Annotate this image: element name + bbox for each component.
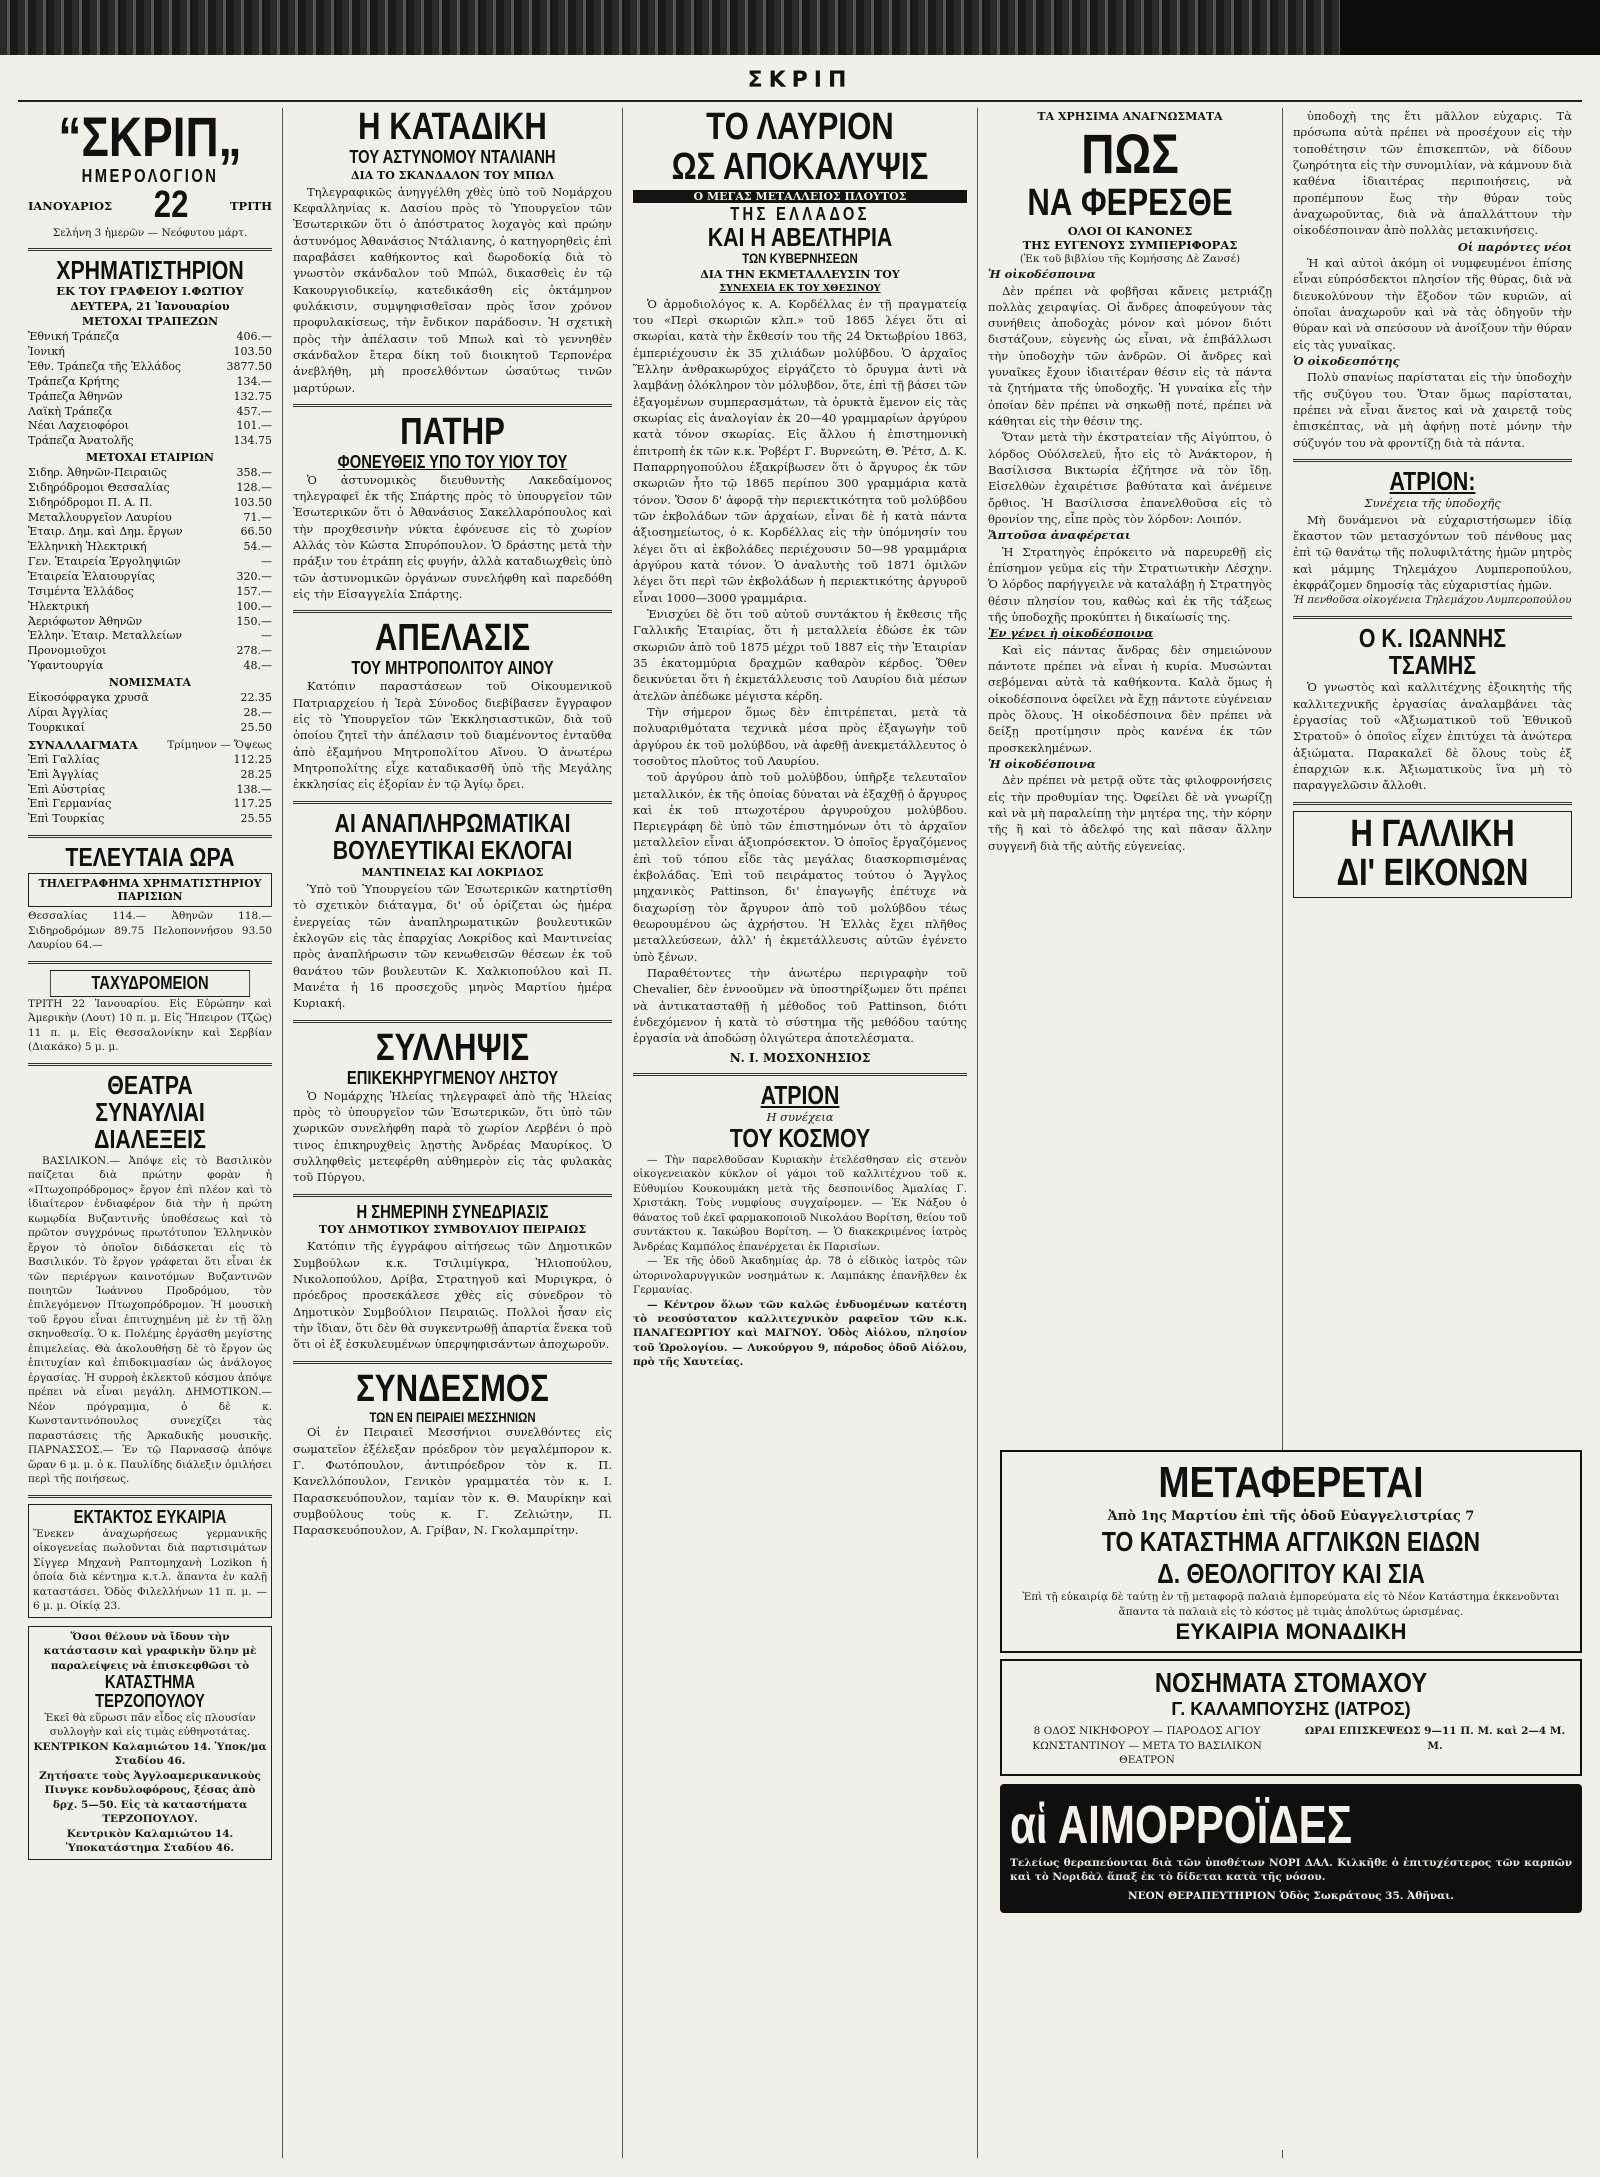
subhead: ΜΑΝΤΙΝΕΙΑΣ ΚΑΙ ΛΟΚΡΙΔΟΣ [361,866,544,880]
bank-row [28,390,272,405]
headline: Η ΓΑΛΛΙΚΗ [1350,812,1515,855]
row-label: Ἠλεκτρική [28,599,89,613]
article-body: Ὁ ἀρμοδιολόγος κ. Α. Κορδέλλας ἐν τῇ πραγματείᾳ του «Περὶ σκωριῶν κλπ.» τοῦ 1865 λέγει ὅτι αἱ σκωρίαι, κατὰ τὴν ἔκθεσίν του τῆς 24 Ὀκτωβρίου 1863, ἐμπεριέχουσιν ἐκ 35 χιλιάδων μολύβδου. Ὁ ἀρχαῖος Ἕλλην ἀνθρακωρύχος εἰργάζετο τὸ ὄρυγμα ἀντὶ νὰ λαμβάνῃ ὁλόκληρον τὸν μόλυβδον, ὅτε, ἐπὶ τῇ βάσει τῶν ἐξαγομένων συμπερασμάτων, τὰ ὀρυκτὰ ἔμενον εἰς τὰς σκωρίας εἰς ἀναλογίαν ἐκ 20—40 γραμμαρίων ἀργύρου κατὰ τόνον σκωρίας. Εἰς ἄλλου ἡ ἐπιστημονικὴ ἐπιτροπὴ ἐκ τῶν κ.κ. Ῥοβέρτ Γ. Βυρνεώτη, Θ. Ῥέτσ, Δ. Κ. Παπαρρηγοπούλου ἐξακρίβωσεν ὅτι ὁ ἄργυρος ἐκ τῶν σκωριῶν ἦτο τῷ 1865 περίπου 300 γραμμάρια κατὰ τόνον. Ὅσον δ' ἀφορᾷ τὴν περιεκτικότητα τοῦ μολύβδου τῶν ἐκβολάδων τῶν ἀρχαίων, εἶναι δὲ ἡ κατὰ πάντα ἀξιοσημείωτος, ὁ κ. Κορδέλλας εἰς τὴν ὑπόμνησίν του λέγει ὅτι αἱ ἐκβολάδες περιέχουσιν 50—98 γραμμάρια ἀργύρου κατὰ τόνον. Ὁ ἀναλυτὴς τοῦ 1871 ὁμιλῶν λέγει ὅτι περὶ τῶν ἐκβολάδων ἡ περιεκτικότης ἀργυροῦ εἶναι 1000—3000 γραμμάρια. [633,296,967,605]
headline: ΠΑΤΗΡ [400,411,505,454]
row-label: Σιδηρ. Ἀθηνῶν-Πειραιῶς [28,466,167,480]
exchange-sub: Τρίμηνον — Ὄψεως [167,739,272,752]
kicker: ΤΑ ΧΡΗΣΙΜΑ ΑΝΑΓΝΩΣΜΑΤΑ [1037,110,1223,123]
hemorrhoids-text: Τελείως θεραπεύονται διὰ τῶν ὑποθέτων ΝΟΡΙ ΔΑΛ. Κιλκῆθε ὁ ἐπιτυχέστερος τῶν καρπῶν καὶ τὸ Νοριδὰλ ἅπαξ ἐκ τὸ δίδεται κατὰ τῆς νόσου. [1010,1856,1572,1884]
article-manners [988,110,1272,854]
headline-2: ΤΟΥ ΑΣΤΥΝΟΜΟΥ ΝΤΑΛΙΑΝΗ [349,146,556,167]
headline-3: ΚΑΙ Η ΑΒΕΛΤΗΡΙΑ [707,221,893,252]
terzopoulos-ad [28,1626,272,1860]
row-label: Ἐπὶ Γαλλίας [28,752,100,766]
company-row [28,525,272,540]
row-label: Ἑλληνικὴ Ἠλεκτρική [28,540,147,554]
row-value: 66.50 [240,525,272,539]
row-label: Τράπεζα Κρήτης [28,374,120,388]
article-body-2: Ἡ καὶ αὐτοὶ ἀκόμη οἱ νυμφευμένοι ἐπίσης εἶναι εὐπρόσδεκτοι πλησίον τῆς θύρας, διὰ νὰ διευκολύνουν τὴν ἔξοδον τῶν κυριῶν, αἱ ὁποῖαι ἀναχωροῦν καὶ νὰ τὰς ὁδηγοῦν τὴν θύραν καὶ νὰ σπεύσουν νὰ ἀνοίξουν τὴν θύραν εἰς τὰς γυναῖκας. [1293,255,1572,352]
society-news-3: — Κέντρον ὅλων τῶν καλῶς ἐνδυομένων κατέστη τὸ νεοσύστατον καλλιτεχνικὸν ραφεῖον τῶν κ.κ. ΠΑΝΑΓΕΩΡΓΙΟΥ καὶ ΜΑΓΝΟΥ. Ὁδὸς Αἰόλου, πλησίον τοῦ Ὡρολογίου. — Λυκούργου 9, πάροδος ὁδοῦ Αἰόλου, πρὸ τῆς Χαυτείας. [633,1298,967,1369]
row-value: 103.50 [233,495,272,509]
row-value: 54.— [243,540,272,554]
ad-date: Ἀπὸ 1ης Μαρτίου ἐπὶ τῆς ὁδοῦ Εὐαγγελιστρίας 7 [1107,1509,1475,1524]
exchange-row [28,753,272,768]
row-value: — [261,629,272,643]
article-body: Ὑπὸ τοῦ Ὑπουργείου τῶν Ἐσωτερικῶν κατηρτίσθη τὸ σχετικὸν διάταγμα, δι' οὗ ὁρίζεται ὡς ἡμέρα ἐνεργείας τῶν ἀναπληρωματικῶν βουλευτικῶν ἐκλογῶν εἰς τὰς ἐπαρχίας Λοκρίδος καὶ Μαντινείας πρὸς ἀναπλήρωσιν τῶν κενωθεισῶν θέσεων ἐκ τοῦ θανάτου τῶν βουλευτῶν Κ. Χαλκιοπούλου καὶ Π. Μανέτα ἡ 16 προσεχοῦς μηνὸς Μαρτίου ἡμέρα Κυριακή. [293,882,612,1011]
top-rule [18,100,1582,102]
post-office [28,970,272,1055]
exchange-row [28,768,272,783]
exchange-row [28,797,272,812]
section-heading: ΤΟΥ ΚΟΣΜΟΥ [729,1123,871,1154]
article-body-5: Παραθέτοντες τὴν ἀνωτέρω περιγραφὴν τοῦ Chevalier, δὲν ἐννοοῦμεν νὰ ὑποστηρίξωμεν ὅτι πρέπει νὰ ἀντικατασταθῇ ἡ μέθοδος τοῦ Pattinson, διότι ἐνδεχόμενον ἡ κατὰ τὸ σύστημα τῆς μεθόδου ταύτης ἐργασία νὰ ἀποδώσῃ ὀλιγώτερα ἀποτελέσματα. [633,966,967,1046]
shop-tail: Ζητήσατε τοὺς Ἀγγλοαμερικανικοὺς Πινγκε κονδυλοφόρους, ξέσας ἀπὸ δρχ. 5—50. Εἰς τὰ καταστήματα ΤΕΡΖΟΠΟΥΛΟΥ. [39,1769,261,1826]
row-label: Προνομιοῦχοι [28,644,107,658]
row-value: 358.— [236,466,272,480]
company-row [28,659,272,674]
headline-2: ΤΟΥ ΜΗΤΡΟΠΟΛΙΤΟΥ ΑΙΝΟΥ [351,658,554,679]
company-row [28,555,272,570]
bank-row [28,375,272,390]
bank-row [28,345,272,360]
bargain-ad [28,1504,272,1618]
article-body: Ὁ ἀστυνομικὸς διευθυντὴς Λακεδαίμονος τηλεγραφεῖ ἐκ τῆς Σπάρτης πρὸς τὸ ὑπουργεῖον τῶν Ἐσωτερικῶν ὅτι ὁ Ἀθανάσιος Σακελλαρόπουλος καὶ τὴν προχθεσινὴν νύκτα ἐφόνευσε εἰς τὸ χωρίον Αλλάς τὸν Κώστα Σπυρόπουλον. Ὁ δράστης μετὰ τὴν πράξιν του ἐτράπη εἰς φυγήν, ἀλλὰ καταδιωχθεὶς ὑπὸ τῶν ἀστυνομικῶν ὀργάνων συνελήφθη καὶ παρεδόθη εἰς τὴν Εἰσαγγελία Σπάρτης. [293,472,612,602]
bank-row [28,330,272,345]
section-heading: Οἱ παρόντες νέοι [1457,239,1572,254]
row-value: 112.25 [233,752,272,766]
row-label: Ἑταιρεία Ἐλαιουργίας [28,570,155,584]
company-row [28,481,272,496]
headline: Ο Κ. ΙΩΑΝΝΗΣ ΤΣΑΜΗΣ [1358,622,1507,680]
theatre-title-2: ΣΥΝΑΥΛΙΑΙ [95,1097,205,1128]
column-2 [283,108,623,2158]
row-label: Σιδηρόδρομοι Π. Α. Π. [28,495,153,509]
headline-2: ΕΠΙΚΕΚΗΡΥΓΜΕΝΟΥ ΛΗΣΤΟΥ [346,1067,559,1088]
section-heading-3: Ἐν γένει ἡ οἰκοδέσποινα [988,626,1154,641]
bourse-source: ΕΚ ΤΟΥ ΓΡΑΦΕΙΟΥ Ι.ΦΩΤΙΟΥ [56,284,244,299]
article-body-3: Πολὺ σπανίως παρίσταται εἰς τὴν ὑποδοχὴν τῆς συζύγου του. Ὅταν ὅμως παρίσταται, πρέπει νὰ εἶναι ἄνετος καὶ νὰ χαιρετᾷ τοὺς ἐπισκέπτας, νὰ μὴ ἀφήνῃ ποτὲ μόνην τὴν σύζυγόν του νὰ φροντίζῃ διὰ τὰ πάντα. [1293,370,1572,450]
row-value: 134.— [236,374,272,388]
section-heading-2: Ὁ οἰκοδεσπότης [1293,353,1400,368]
companies-table [28,466,272,674]
day-number: 22 [153,183,189,226]
exchange-heading: ΣΥΝΑΛΛΑΓΜΑΤΑ [28,738,138,753]
bargain-title: ΕΚΤΑΚΤΟΣ ΕΥΚΑΙΡΙΑ [73,1506,227,1527]
bank-row [28,360,272,375]
row-label: Νέαι Λαχειοφόροι [28,419,129,433]
section-kicker: Η συνέχεια [766,1110,834,1125]
row-label: Λαϊκὴ Τράπεζα [28,404,113,418]
row-label: Τουρκικαί [28,720,85,734]
row-value: 28.— [243,705,272,719]
row-label: Τσιμέντα Ἑλλάδος [28,584,134,598]
gallic-box [1293,811,1572,899]
row-label: Ἐθν. Τράπεζα τῆς Ἑλλάδος [28,360,182,374]
bourse-day: ΔΕΥΤΕΡΑ, 21 Ἰανουαρίου [70,300,230,314]
section-heading: Ἡ οἰκοδέσποινα [988,267,1096,282]
theatre-title: ΘΕΑΤΡΑ [107,1069,193,1100]
article-body: Δὲν πρέπει νὰ φοβῆσαι κἄνεις μετριάζῃ πολλὰς χειραψίας. Οἱ ἄνδρες ἀποφεύγουν τὰς συνήθεις ἀποδοχὰς μόνον καὶ μόνον διότι διστάζουν, εὐγενὴς ὡς εἶναι, νὰ ἐπιβάλλωσι τὴν ὑποδοχὴν τῶν ἀνδρῶν. Οἱ ἄνδρες καὶ γυναῖκες ἔχουν ἰδιαιτέραν θέσιν εἰς τὰ πάντα τὰ ζητήματα τῆς ὑποδοχῆς. Ἡ γυναίκα εἶς τὴν ὁποίαν δὲν πρέπει νὰ σηκωθῇ ποτέ, πρέπει νὰ κάθηται εἰς τὴν θέσιν της. [988,283,1272,429]
signature: Ν. Ι. ΜΟΣΧΟΝΗΣΙΟΣ [729,1050,871,1065]
subhead-2: ΤΗΣ ΕΛΛΑΔΟΣ [730,203,870,224]
section-heading-4: Ἡ οἰκοδέσποινα [988,757,1096,772]
row-value: 101.— [236,419,272,433]
article-body-3: Ἡ Στρατηγὸς ἐπρόκειτο νὰ παρευρεθῇ εἰς ἐπίσημον γεῦμα εἰς τὴν Στρατιωτικὴν Λέσχην. Ὁ λόρδος παρήγγειλε νὰ καταλάβῃ ἡ Στρατηγὸς θέσιν πλησίον του, καθὼς καὶ ἐκ τῆς τάξεως τῆς ὑποδοχῆς προκύπτει ἡ δικαίωσίς της. [988,544,1272,625]
row-label: Ἑταιρ. Δημ. καὶ Δημ. ἔργων [28,525,183,539]
doctor-headline: ΝΟΣΗΜΑΤΑ ΣΤΟΜΑΧΟΥ [1154,1667,1428,1699]
company-row [28,644,272,659]
money-heading: ΝΟΜΙΣΜΑΤΑ [108,675,192,689]
headline: ΠΩΣ [1081,122,1179,185]
society-news: — Τὴν παρελθοῦσαν Κυριακὴν ἐτελέσθησαν εἰς στενὸν οἰκογενειακὸν κύκλον οἱ γάμοι τοῦ καλλιτέχνου τοῦ κ. Εὐθυμίου Κουκουμάκη μετὰ τῆς δεσποινίδος Ἀμαλίας Γ. Χριστάκη. Τοὺς νυμφίους συγχαίρομεν. — Ἐκ Νάξου ὁ θάνατος τοῦ ἐκεῖ φαρμακοποιοῦ Νικολάου Βορίτση, θείου τοῦ συντάκτου κ. Ἰακώβου Βορίτση. — Ὁ διακεκριμένος ἰατρὸς Ἀνδρέας Καμπόλος ἐπανέρχεται ἐκ Παρισίων. [633,1153,967,1253]
article-body-4: τοῦ ἀργύρου ἀπὸ τοῦ μολύβδου, ὑπῆρξε τελευταῖον μεταλλικόν, ἐκ τῆς ὁποίας δύναται νὰ ἐξαχθῇ ὁ ἄργυρος καὶ ἐκ τοῦ πτωχοτέρου ἀργυρούχου μολύβδου. Περιεγράφη δὲ ὑπὸ τῶν ἐπιστημόνων ὁτι τὸ ἀρχαῖον μεταλλεῖον εἶναι ἀξιοπρόσεκτον. Ὁ ὁποῖος ἔργαζόμενος ἐπὶ τοῦ τόπου εἶδε τὰς μεγάλας διασκορπισμένας ἐκβολάδας. Ἐπὶ τοῦ πειράματος τούτου ὁ Ἄγγλος μηχανικὸς Pattinson, δι' ἐπαγωγῆς ἐπέτυχε νὰ διαχωρίσῃ τὸν ἄργυρον ἀπὸ τοῦ μολύβδου τέως θεωρουμένου ὡς ἀχρήστου. Ἡ Ἑλλὰς ἔχει πλῆθος μεταλλεύσεων, ἀλλ' ἡ ἐκμετάλλευσις αὐτῶν ἐγένετο ὑπὸ ξένων. [633,770,967,964]
row-value: 28.25 [240,767,272,781]
article-dalianis [293,108,612,396]
banks-table [28,330,272,449]
row-value: 157.— [236,584,272,598]
article-father [293,413,612,602]
article-body-3: Τὴν σήμερον ὅμως δὲν ἐπιτρέπεται, μετὰ τὰ πολυαριθμότατα τεχνικὰ μέσα πρὸς ἐξαγωγὴν τοῦ ἀργύρου ἐκ τοῦ μολύβδου, νὰ ἀφεθῇ ἀνεκμετάλλευτος ὁ τοσοῦτος πλοῦτος τοῦ Λαυρίου. [633,704,967,768]
article-body-4: Καὶ εἰς πάντας ἄνδρας δὲν σημειώνουν πάντοτε πρέπει νὰ εἶναι ἡ κυρία. Μυσώνται σεβόμεναι αὐτὰ τὰ καθήκοντα. Καλὰ ὅμως ἡ οἰκοδέσποινα ὀφείλει νὰ ἔχῃ πάντοτε εὐγένειαν πρὸς ὅλους. Ἡ οἰκοδέσποινα δὲν πρέπει νὰ δείξῃ προτίμησιν πρὸς κανένα ἐκ τῶν προσκεκλημένων. [988,642,1272,755]
last-hour [28,844,272,953]
bank-row [28,434,272,449]
almanac [28,108,272,240]
shop-name: ΚΑΤΑΣΤΗΜΑ ΤΕΡΖΟΠΟΥΛΟΥ [95,1672,205,1711]
row-label: Ὑφαντουργία [28,659,104,673]
paper-title: “ΣΚΡΙΠ„ [58,108,242,168]
section-kicker: Συνέχεια τῆς ὑποδοχῆς [1364,496,1501,511]
hemorrhoids-ad [1000,1784,1582,1913]
hemorrhoids-headline: αἱ ΑΙΜΟΡΡΟΪΔΕΣ [1010,1794,1353,1855]
headline: Η ΚΑΤΑΔΙΚΗ [358,108,547,148]
row-label: Ἰονική [28,345,65,359]
doctor-ad [1000,1659,1582,1775]
subhead: ΤΟΥ ΔΗΜΟΤΙΚΟΥ ΣΥΜΒΟΥΛΙΟΥ ΠΕΙΡΑΙΩΣ [318,1223,587,1237]
atrion-society [633,1079,967,1370]
company-row [28,540,272,555]
last-hour-text: Θεσσαλίας 114.— Ἀθηνῶν 118.— Σιδηροδρόμων 89.75 Πελοποννήσου 93.50 Λαυρίου 64.— [28,910,272,952]
row-value: 138.— [236,782,272,796]
row-label: Ἐπὶ Τουρκίας [28,812,105,826]
bank-row [28,419,272,434]
article-council [293,1203,612,1353]
article-expulsion [293,619,612,792]
society-news-2: — Ἐκ τῆς ὁδοῦ Ἀκαδημίας ἀρ. 78 ὁ εἰδικὸς ἰατρὸς τῶν ὠτορινολαρυγγικῶν νοσημάτων κ. Λαμπάκης ἐπανῆλθεν ἐκ Γερμανίας. [633,1255,967,1297]
moon-phase: Σελήνη 3 ἡμερῶν — Νεόφυτου μάρτ. [52,226,248,239]
section-heading-2: Ἄπτοῦσα ἀναφέρεται [988,528,1131,543]
company-row [28,570,272,585]
last-hour-sub: ΤΗΛΕΓΡΑΦΗΜΑ ΧΡΗΜΑΤΙΣΤΗΡΙΟΥ ΠΑΡΙΣΙΩΝ [28,873,272,907]
month: ΙΑΝΟΥΑΡΙΟΣ [28,198,113,213]
row-label: Τράπεζα Ἀνατολῆς [28,434,134,448]
row-value: 134.75 [233,434,272,448]
article-lavrion [633,108,967,1065]
column-3 [623,108,978,2158]
row-value: 150.— [236,614,272,628]
subhead: ΔΙΑ ΤΟ ΣΚΑΝΔΑΛΟΝ ΤΟΥ ΜΠΩΛ [351,168,554,182]
company-row [28,511,272,526]
transfer-ad [1000,1450,1582,1653]
running-head: ΣΚΡΙΠ [747,68,853,93]
row-label: Εἰκοσόφραγκα χρυσᾶ [28,690,149,704]
article-body: Κατόπιν παραστάσεων τοῦ Οἰκουμενικοῦ Πατριαρχείου ἡ Ἱερὰ Σύνοδος διεβίβασεν ἔγγραφον εἰς τὸ Ὑπουργεῖον τῶν Ἐκκλησιαστικῶν, διὰ τοῦ ὁποίου ζητεῖ τὴν ἀπέλασιν τοῦ διαμένοντος ἐνταῦθα ἀπὸ ἐξαμήνου Μητροπολίτου Αἴνου. Ὁ ἀνωτέρω Μητροπολίτης εἶχε καταδικασθῆ ὑπὸ τῆς Μεγάλης ἐκκλησίας εἰς ἐξορίαν ἐν τῷ Ἁγίῳ ὄρει. [293,679,612,792]
article-elections [293,807,612,1012]
last-hour-title: ΤΕΛΕΥΤΑΙΑ ΩΡΑ [65,842,235,873]
subhead: ΟΛΟΙ ΟΙ ΚΑΝΟΝΕΣ [1067,223,1193,238]
thanks-notice: Μὴ δυνάμενοι νὰ εὐχαριστήσωμεν ἰδίᾳ ἕκαστον τῶν μετασχόντων τοῦ πένθους μας ἐπὶ τῷ θανάτῳ τῆς πολυφιλτάτης ἡμῶν μητρὸς καὶ μάμμης Τηλεμάχου Λυμπεροπούλου, ἐκφράζομεν δημοσίᾳ τὰς εὐχαριστίας ἡμῶν. [1293,512,1572,592]
bargain-text: Ἕνεκεν ἀναχωρήσεως γερμανικῆς οἰκογενείας πωλοῦνται διὰ παρτισιμάτων Σίγγερ Μηχανὴ Ραπτομηχανὴ Lozikon ἡ ὁποία διὰ κέντημα κ.τ.λ. ἅπαντα ἐν καλῇ καταστάσει. Ὁδὸς Φιλελλήνων 11 π. μ. — 6 μ. μ. Οἰκίᾳ 23. [33,1527,267,1613]
row-label: Γεν. Ἑταιρεία Ἐργοληψιῶν [28,555,181,569]
row-value: 48.— [243,659,272,673]
headline: ΤΟ ΛΑΥΡΙΟΝ [706,108,894,148]
weekday: ΤΡΙΤΗ [229,198,272,213]
headline: Η ΣΗΜΕΡΙΝΗ ΣΥΝΕΔΡΙΑΣΙΣ [356,1201,549,1222]
currency-row [28,691,272,706]
subhead: ΦΟΝΕΥΘΕΙΣ ΥΠΟ ΤΟΥ ΥΙΟΥ ΤΟΥ [337,451,568,472]
article-body: Οἱ ἐν Πειραιεῖ Μεσσήνιοι συνελθόντες εἰς σωματεῖον ἐξέλεξαν πρόεδρον τὸν μεγαλέμπορον κ. Γ. Φωτόπουλον, ἀντιπρόεδρον τὸν κ. Π. Κανελλόπουλον, Γενικὸν γραμματέα τὸν κ. Ι. Παρασκευόπουλον, ταμίαν τὸν κ. Θ. Μαυρίκην καὶ συμβούλους τοὺς κ. Γ. Ζελιώτην, Π. Παρασκευόπουλον, Α. Γρίβαν, Ν. Γκολαμπρίτην. [293,1425,612,1538]
shop-address: ΚΕΝΤΡΙΚΟΝ Καλαμιώτου 14. Ὑποκ/μα Σταδίου 46. [33,1740,267,1768]
headline-2: ΔΙ' ΕΙΚΟΝΩΝ [1336,852,1529,895]
ads-block [1000,1450,1582,2150]
section-title: ΑΤΡΙΟΝ [760,1079,840,1110]
ad-text: Ἐπὶ τῇ εὐκαιρίᾳ δὲ ταύτῃ ἐν τῇ μεταφορᾷ παλαιὰ ἐμπορεύματα εἰς τὸ Νέον Κατάστημα ἐκκενοῦνται ἅπαντα τὰ παλαιὰ εἰς τὸ κόστος μὲ τιμὰς ἀπολύτως ὡρισμένας. [1022,1591,1560,1618]
row-label: Ἀεριόφωτον Ἀθηνῶν [28,614,143,628]
shop-text: Ἐκεῖ θὰ εὕρωσι πᾶν εἶδος εἰς πλουσίαν συλλογὴν καὶ εἰς τιμὰς εὐθηνοτάτας. [44,1711,256,1739]
companies-heading: ΜΕΤΟΧΑΙ ΕΤΑΙΡΙΩΝ [86,451,214,465]
company-row [28,496,272,511]
row-value: 132.75 [233,389,272,403]
headline: ΣΥΛΛΗΨΙΣ [375,1026,530,1069]
theatre-title-3: ΔΙΑΛΕΞΕΙΣ [94,1124,206,1155]
row-value: 22.35 [240,690,272,704]
column-1 [18,108,283,2158]
ad-headline: ΜΕΤΑΦΕΡΕΤΑΙ [1158,1458,1424,1507]
article-tsamis [1293,622,1572,794]
exchange-row [28,812,272,827]
article-body-2: Ἐνισχύει δὲ ὅτι τοῦ αὐτοῦ συντάκτου ἡ ἔκθεσις τῆς Γαλλικῆς Ἑταιρίας, ὅτι ἡ μεταλλεία ἐδώσε ἐκ τῶν σκωριῶν ἀπὸ τοῦ 1875 μέχρι τοῦ 1887 εἰς τὴν Ἑταιρίαν 35 ἑκατομμύρια δραχμῶν καθαρὸν κέρδος. Ὅθεν δεικνύεται ὅτι ἡ ἐκμετάλλευσις τοῦ Λαυρίου διὰ μέσων ἀτελῶν ἀπέδωκε μέγιστα κέρδη. [633,606,967,703]
article-body: ὑποδοχὴ της ἔτι μᾶλλον εὐχαρις. Τὰ πρόσωπα αὐτὰ πρέπει νὰ προσέχουν εἰς τὴν τοποθέτησιν τῶν ἐπισκεπτῶν, νὰ δίδουν ζωηρότητα εἰς τὴν συνομιλίαν, νὰ κάμνουν διὰ καθένα ἰδιαιτέρας περιποιήσεις, νὰ προπέμπουν ἕως τὴν θύραν τοὺς ἀναχωροῦντας, διὰ νὰ ἀπαλλάττουν τὴν οἰκοδέσποιναν ἀπὸ πολλὰς μετακινήσεις. [1293,109,1572,238]
article-body: Ὁ Νομάρχης Ἠλείας τηλεγραφεῖ ἀπὸ τῆς Ἠλείας πρὸς τὸ ὑπουργεῖον τῶν Ἐσωτερικῶν, ὅτι ὑπὸ τῶν χωρικῶν συνελήφθη παρὰ τὸ χωρίον Λερβένι ὁ πρὸ τινος ἐπικηρυχθεὶς λῃστὴς Ἀνδρέας Μαυρίκος. Ὁ συλληφθεὶς μετεφέρθη αὐθημερὸν εἰς τὰς φυλακὰς τοῦ Πύργου. [293,1088,612,1185]
row-label: Σιδηρόδρομοι Θεσσαλίας [28,480,170,494]
headline-2: ΤΩΝ ΕΝ ΠΕΙΡΑΙΕΙ ΜΕΣΣΗΝΙΩΝ [369,1408,536,1425]
source-note: (Ἐκ τοῦ βιβλίου τῆς Κομήσσης Δὲ Ζανσέ) [1019,252,1241,265]
exchange-table [28,753,272,827]
row-label: Λίραι Ἀγγλίας [28,705,108,719]
row-value: 457.— [236,404,272,418]
company-row [28,615,272,630]
ad-offer: ΕΥΚΑΙΡΙΑ ΜΟΝΑΔΙΚΗ [1175,1619,1407,1645]
row-value: 278.— [236,644,272,658]
atrion-notice [1293,465,1572,608]
article-body: Κατόπιν τῆς ἐγγράφου αἰτήσεως τῶν Δημοτικῶν Συμβούλων κ.κ. Τσιλιμίγκρα, Ἠλιοπούλου, Νικολοπούλου, Δρίβα, Στρατηγοῦ καὶ Μυριγκρα, ὁ πρόεδρος προσεκάλεσε χθὲς εἰς σύνεδρον τὸ Δημοτικὸν Συμβούλιον Πειραιῶς. Πολλοὶ ἦσαν εἰς τὴν ἴδιαν, ὅτι δὲν θὰ συγκεντρωθῇ ἀπαρτία ἕνεκα τοῦ ὅτι οἱ ἐξ ἐσκυλευμένων ὑπερψηφισάντων ἀποχωροῦν. [293,1239,612,1352]
post-title: ΤΑΧΥΔΡΟΜΕΙΟΝ [50,970,250,997]
row-value: 71.— [243,510,272,524]
article-body: Ὁ γνωστὸς καὶ καλλιτέχνης ἐξοικητὴς τῆς καλλιτεχνικῆς ἐργασίας ἀναλαμβάνει τὰς ἐργασίας τοῦ «Ἀξιωματικοῦ τοῦ Ἐθνικοῦ Στρατοῦ» ὁ ὁποῖος εἶχεν ἐπιτύχει τὰ ἀνώτερα ἀξιώματα. Παρακαλεῖ δὲ ὅλους τοὺς ἐξ ἐπαρχιῶν κ.κ. Ἀξιωματικοὺς ἵνα μὴ τὸ παραγγελῶσιν ἄλλοθι. [1293,680,1572,793]
row-label: Τράπεζα Ἀθηνῶν [28,389,123,403]
company-row [28,585,272,600]
row-value: 100.— [236,599,272,613]
bourse [28,257,272,827]
article-arrest [293,1026,612,1186]
currency-row [28,721,272,736]
theatre-text: ΒΑΣΙΛΙΚΟΝ.— Ἀπόψε εἰς τὸ Βασιλικὸν παίζεται διὰ πρώτην φορὰν ἡ «Πτωχοπρόδρομος» ἔργον ἐπὶ πλέον καὶ τὸ ἰδιαίτερον ἐνδιαφέρον διὰ τὴν ἡ πρώτη κωμῳδία Βυζαντινῆς ὑποθέσεως καὶ τὸ πρῶτον συγχρόνως πρωτότυπον Ἑλληνικὸν ἔργον τὸ ὁποῖον διδάσκεται εἰς τὸ Βασιλικόν. Τὸ ἔργον γράφεται ὅτι εἶναι ἐκ τῶν περιέργων καινοτόμων Βυζαντινῶν ποιητῶν Ἰωάννου Προδρόμου, τὸν ἐπιλεγόμενον Πτωχοπρόδρομον. Ἡ μουσικὴ τοῦ ἔργου εἶναι ἐπιτυχημένη μὲ ἐν τῇ ὅλῃ σκηνοθεσίᾳ. Ὁ κ. Πολέμης ἐργάσθη μεγίστης ἐπιμελείας. Θὰ ἀκολουθήσῃ δὲ τὸ ἔργον ὡς ἐπιτυχίαν καὶ ἐπιδοκιμασίαν ὡς ἀνάλογος ἐργασίας. Ἡ συρροὴ ἐκλεκτοῦ κόσμου ἀπόψε πρέπει νὰ εἶναι μεγάλη. ΔΗΜΟΤΙΚΟΝ.— Νέον πρόγραμμα, ὁ δὲ κ. Κωνσταντινόπουλος συνεχίζει τὰς παραστάσεις τῆς Ἀρκαδικῆς μουσικῆς. ΠΑΡΝΑΣΣΟΣ.— Ἐν τῷ Παρνασσῷ ἀπόψε ὥραν 6 μ. μ. ὁ κ. Παυλίδης διάλεξιν ὁμιλήσει περὶ τῆς ποιήσεως. [28,1154,272,1486]
row-value: 117.25 [233,797,272,811]
article-body-2: Ὅταν μετὰ τὴν ἐκστρατείαν τῆς Αἰγύπτου, ὁ λόρδος Οὐόλσελεϋ, ἦτο εἰς τὸ Ἀνάκτορον, ἡ Βασίλισσα Βικτωρία ἐζήτησε νὰ τὸν ἴδῃ. Εἰσελθὼν ἐχαιρέτισε βαθύτατα καὶ ἀνέμεινε ὄρθιος. Ἡ Βασίλισσα ἐπανελθοῦσα εἰς τὸ θρονίον της, εἶπε πρὸς τὸν λόρδον: Λοιπόν. [988,430,1272,527]
row-label: Ἐπὶ Γερμανίας [28,797,112,811]
row-label: Ἑλλην. Ἑταιρ. Μεταλλείων [28,629,183,643]
company-row [28,600,272,615]
row-label: Ἐπὶ Ἀγγλίας [28,767,99,781]
headline-2: ΒΟΥΛΕΥΤΙΚΑΙ ΕΚΛΟΓΑΙ [332,834,573,865]
continued-note: ΣΥΝΕΧΕΙΑ ΕΚ ΤΟΥ ΧΘΕΣΙΝΟΥ [719,282,881,294]
company-row [28,629,272,644]
row-value: 25.55 [240,812,272,826]
headline: ΑΙ ΑΝΑΠΛΗΡΩΜΑΤΙΚΑΙ [334,807,571,838]
headline: ΑΠΕΛΑΣΙΣ [374,617,531,660]
row-value: 406.— [236,330,272,344]
theatres [28,1069,272,1487]
headline-4: ΤΩΝ ΚΥΒΕΡΝΗΣΕΩΝ [742,249,858,266]
bank-row [28,405,272,420]
ad-store: ΤΟ ΚΑΤΑΣΤΗΜΑ ΑΓΓΛΙΚΩΝ ΕΙΔΩΝ [1101,1526,1481,1558]
headline-2: ΝΑ ΦΕΡΕΣΘΕ [1027,181,1233,224]
almanac-title: ΗΜΕΡΟΛΟΓΙΟΝ [81,165,219,186]
doctor-address: 8 ΟΔΟΣ ΝΙΚΗΦΟΡΟΥ — ΠΑΡΟΔΟΣ ΑΓΙΟΥ ΚΩΝΣΤΑΝΤΙΝΟΥ — ΜΕΤΑ ΤΟ ΒΑΣΙΛΙΚΟΝ ΘΕΑΤΡΟΝ [1032,1725,1262,1767]
doctor-name: Γ. ΚΑΛΑΜΠΟΥΣΗΣ (ΙΑΤΡΟΣ) [1171,1699,1411,1720]
row-value: 3877.50 [226,360,272,374]
article-body: Τηλεγραφικῶς ἀνηγγέλθη χθὲς ὑπὸ τοῦ Νομάρχου Κεφαλληνίας κ. Δασίου πρὸς τὸ Ὑπουργεῖον τῶν Ἐσωτερικῶν ὅτι ὁ ἀπόστρατος λοχαγὸς καὶ πρώην ἀστυνόμος Ἀθανάσιος Ντάλιανης, ὁ κατηγορηθεὶς ἐπὶ παραβάσει καθήκοντος καὶ δωροδοκίᾳ διὰ τὸ γνωστὸν σκάνδαλον τοῦ Μπώλ, δικασθεὶς ἐν τῷ Κακουργιοδικείῳ, κατεδικάσθη εἰς ὀκτάμηνον φυλάκισιν, συμψηφισθεῖσαν πρὸς ἴσον χρόνον προφυλακίσεως, τὴν ἔνδικον παράδοσιν. Ἡ σχετικὴ πρὸς τὴν ἀπέλασιν τοῦ Μπωλ καὶ τὸ γεννηθὲν σκάνδαλον ἔτερα δίκη τοῦ διοικητοῦ Τερπονέρα ἀνεβλήθη, μὴ προσελθόντων ὡσαύτως τινῶν μαρτύρων. [293,184,612,395]
row-value: 320.— [236,570,272,584]
shop-address-2: Κεντρικὸν Καλαμιώτου 14. Ὑποκατάστημα Σταδίου 46. [65,1827,235,1855]
article-association [293,1367,612,1539]
doctor-hours: ΩΡΑΙ ΕΠΙΣΚΕΨΕΩΣ 9—11 Π. Μ. καὶ 2—4 Μ. Μ. [1304,1725,1566,1752]
company-row [28,466,272,481]
thanks-signature: Ἡ πενθοῦσα οἰκογένεια Τηλεμάχου Λυμπεροπούλου [1293,594,1572,607]
banks-heading: ΜΕΤΟΧΑΙ ΤΡΑΠΕΖΩΝ [81,315,218,329]
row-value: 103.50 [233,345,272,359]
article-body-5: Δὲν πρέπει νὰ μετρᾷ οὔτε τὰς φιλοφρονήσεις εἰς τὴν προθυμίαν της. Ὀφείλει δὲ νὰ γνωρίζῃ καὶ νὰ μὴ παραλείπῃ τὴν μητέρα της, τὴν κόρην τῆς ἢ καὶ τὸ ἀδελφό της καὶ πᾶσαν ἄλλην συγγενῆ διὰ τῆς αὐτῆς εὐγενείας. [988,773,1272,853]
ad-owner: Δ. ΘΕΟΛΟΓΙΤΟΥ ΚΑΙ ΣΙΑ [1157,1558,1425,1590]
exchange-row [28,783,272,798]
shop-intro: Ὅσοι θέλουν νὰ ἴδουν τὴν κατάστασιν καὶ γραφικὴν ὕλην μὲ παραλείψεις νὰ ἐπισκεφθῶσι τὸ [43,1630,257,1672]
hemorrhoids-address: ΝΕΟΝ ΘΕΡΑΠΕΥΤΗΡΙΟΝ Ὁδὸς Σωκράτους 35. Ἀθῆναι. [1128,1889,1454,1902]
section-title: ΑΤΡΙΟΝ: [1389,465,1476,496]
subhead-2: ΤΗΣ ΕΥΓΕΝΟΥΣ ΣΥΜΠΕΡΙΦΟΡΑΣ [1022,237,1238,252]
bourse-title: ΧΡΗΜΑΤΙΣΤΗΡΙΟΝ [56,255,244,286]
subhead-3: ΔΙΑ ΤΗΝ ΕΚΜΕΤΑΛΛΕΥΣΙΝ ΤΟΥ [700,267,900,281]
top-strip [0,0,1600,55]
row-label: Μεταλλουργεῖον Λαυρίου [28,510,172,524]
post-text: ΤΡΙΤΗ 22 Ἰανουαρίου. Εἰς Εὐρώπην καὶ Ἀμερικὴν (Λουτ) 10 π. μ. Εἰς Ἤπειρον (Τζῶς) 11 π. μ. Εἰς Θεσσαλονίκην καὶ Σερβίαν (Διακάκο) 5 μ. μ. [28,997,272,1054]
row-label: Ἐπὶ Αὐστρίας [28,782,106,796]
row-label: Ἐθνική Τράπεζα [28,330,120,344]
money-table [28,691,272,736]
subhead-bar: Ο ΜΕΓΑΣ ΜΕΤΑΛΛΕΙΟΣ ΠΛΟΥΤΟΣ [633,190,967,203]
currency-row [28,706,272,721]
row-value: — [261,555,272,569]
headline: ΣΥΝΔΕΣΜΟΣ [356,1367,549,1410]
headline-2: ΩΣ ΑΠΟΚΑΛΥΨΙΣ [671,145,929,188]
manners-continued [1293,108,1572,451]
row-value: 128.— [236,480,272,494]
row-value: 25.50 [240,720,272,734]
